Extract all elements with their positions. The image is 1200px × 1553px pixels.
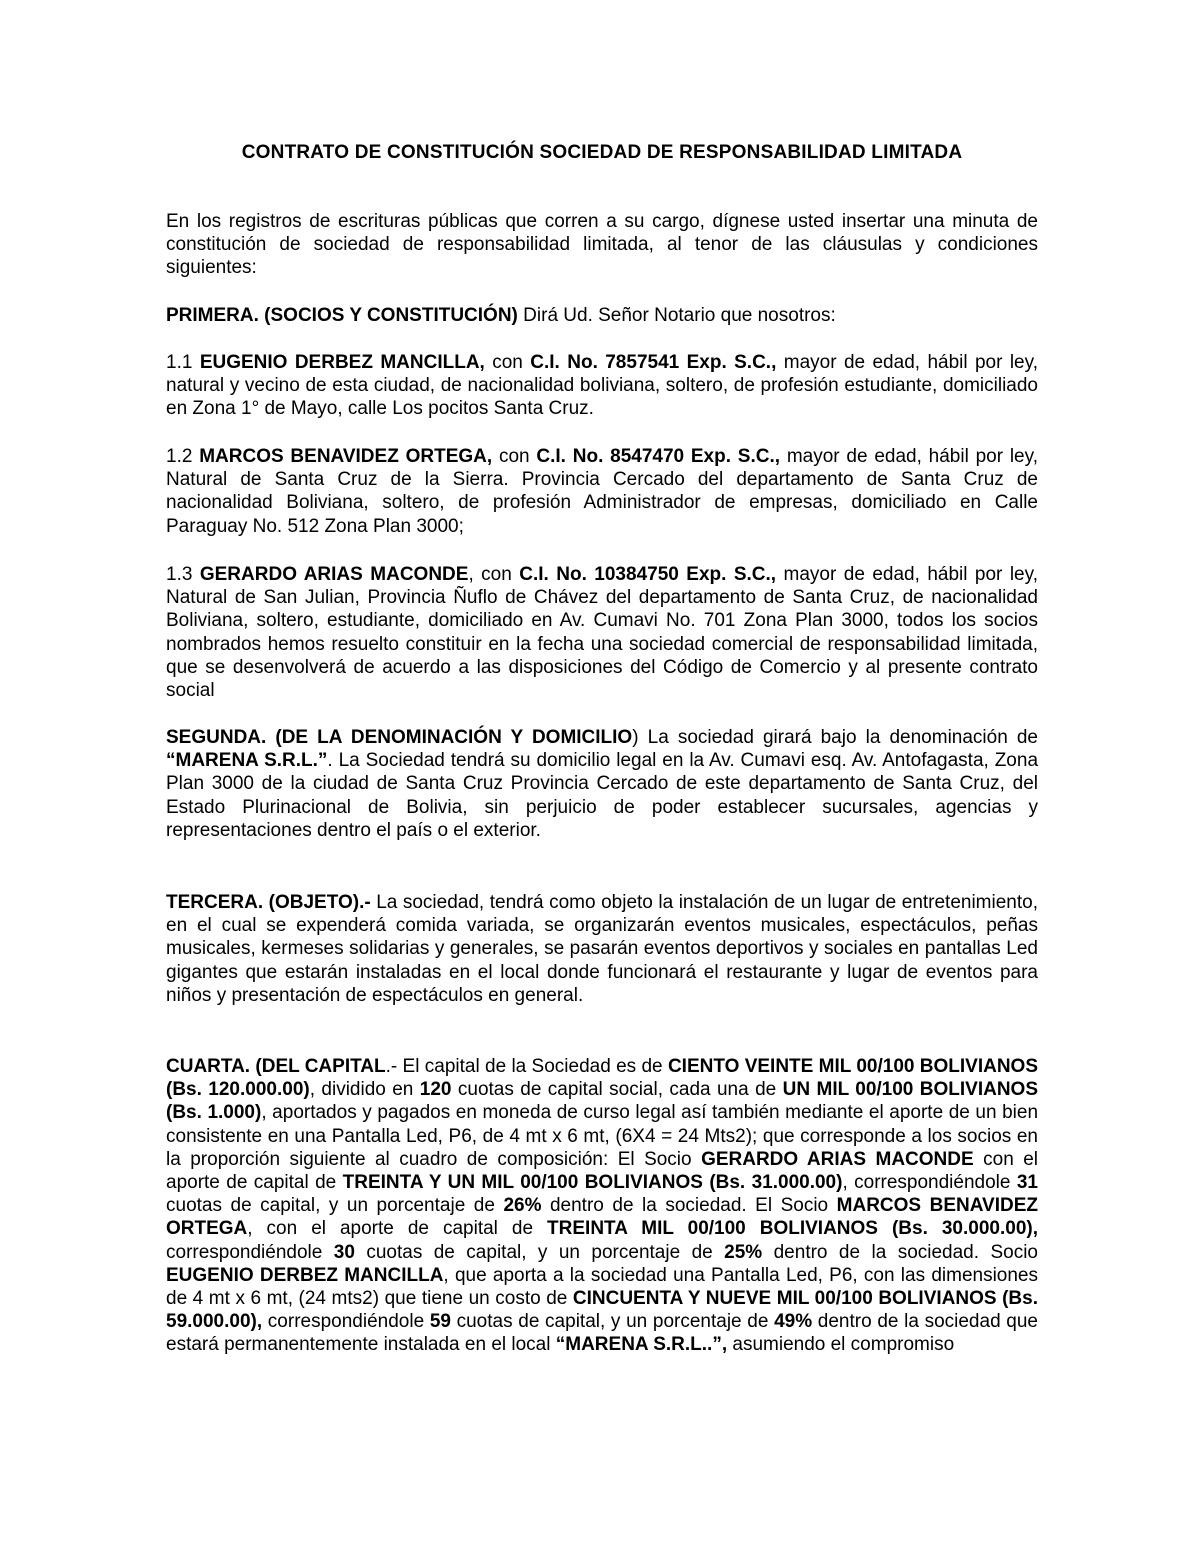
socio-name: EUGENIO DERBEZ MANCILLA	[166, 1264, 444, 1286]
socio-number: 1.1	[166, 352, 200, 373]
socio-details: mayor de edad, hábil por ley, natural y vecino de esta ciudad, de nacionalidad boliviana, soltero, de profesión estudiante, domiciliado en Zona 1° de Mayo, calle Los pocitos Santa Cruz.	[166, 352, 1038, 420]
clause-primera	[166, 304, 1038, 327]
intro-paragraph: En los registros de escrituras públicas que corren a su cargo, dígnese usted insertar una minuta de constitución de sociedad de responsabilidad limitada, al tenor de las cláusulas y condiciones siguientes:	[166, 211, 1038, 279]
socio-details: mayor de edad, hábil por ley, Natural de San Julian, Provincia Ñuflo de Chávez del departamento de Santa Cruz, de nacionalidad Boliviana, soltero, estudiante, domiciliado en Av. Cumavi No. 701 Zona Plan 3000, todos los socios nombrados hemos resuelto constituir en la fecha una sociedad comercial de responsabilidad limitada, que se desenvolverá de acuerdo a las disposiciones del Código de Comercio y al presente contrato social	[166, 564, 1038, 702]
clause-text: dentro de la sociedad. El Socio	[541, 1195, 837, 1217]
clause-text: , que aporta a la sociedad una Pantalla Led, P6, con las dimensiones de 4 mt x 6 mt, (24 mts2) que tiene un costo de	[166, 1264, 1039, 1310]
cuotas-count: 59	[429, 1311, 451, 1333]
clause-text: La sociedad, tendrá como objeto la instalación de un lugar de entretenimiento, en el cual se expenderá comida variada, se organizarán eventos musicales, espectáculos, peñas musicales, kermeses solidarias y generales, se pasarán eventos deportivos y sociales en pantallas Led gigantes que estarán instaladas en el local donde funcionará el restaurante y lugar de eventos para niños y presentación de espectáculos en general.	[166, 892, 1038, 1006]
clause-cuarta	[166, 1055, 1038, 1357]
socio-ci: C.I. No. 7857541 Exp. S.C.,	[530, 352, 777, 373]
clause-text: asumiendo el compromiso	[727, 1334, 955, 1356]
socio-name: MARCOS BENAVIDEZ ORTEGA	[166, 1195, 1038, 1240]
capital-total: CIENTO VEINTE MIL 00/100 BOLIVIANOS (Bs. 120.000.00)	[166, 1056, 1038, 1101]
socio-ci: C.I. No. 10384750 Exp. S.C.,	[519, 564, 777, 585]
company-name: “MARENA S.R.L..”,	[555, 1334, 728, 1356]
socio-name: GERARDO ARIAS MACONDE	[199, 564, 469, 585]
clause-text: , correspondiéndole	[842, 1172, 1017, 1194]
clause-tercera	[166, 891, 1038, 1007]
clause-heading: CUARTA. (DEL CAPITAL	[166, 1056, 386, 1077]
clause-text: cuotas de capital, y un porcentaje de	[354, 1241, 725, 1263]
clause-text: .- El capital de la Sociedad es de	[385, 1056, 668, 1077]
socio-name: EUGENIO DERBEZ MANCILLA,	[199, 352, 485, 373]
document-title: CONTRATO DE CONSTITUCIÓN SOCIEDAD DE RESPONSABILIDAD LIMITADA	[241, 142, 963, 163]
capital-amount: CINCUENTA Y NUEVE MIL 00/100 BOLIVIANOS (Bs. 59.000.00),	[166, 1288, 1038, 1333]
socio-name: MARCOS BENAVIDEZ ORTEGA,	[199, 446, 493, 467]
capital-amount: TREINTA MIL 00/100 BOLIVIANOS (Bs. 30.000.00),	[547, 1218, 1038, 1240]
clause-text: , dividido en	[309, 1079, 420, 1101]
clause-text: con el aporte de capital de	[166, 1148, 1039, 1194]
capital-amount: TREINTA Y UN MIL 00/100 BOLIVIANOS (Bs. 31.000.00)	[342, 1172, 843, 1194]
clause-heading: SEGUNDA. (DE LA DENOMINACIÓN Y DOMICILIO	[166, 727, 633, 748]
cuotas-total: 120	[419, 1079, 452, 1101]
clause-segunda	[166, 726, 1038, 842]
clause-text: . La Sociedad tendrá su domicilio legal en la Av. Cumavi esq. Av. Antofagasta, Zona Plan 3000 de la ciudad de Santa Cruz Provincia Cercado de este departamento de Santa Cruz, del Estado Plurinacional de Bolivia, sin perjuicio de poder establecer sucursales, agencias y representaciones dentro el país o el exterior.	[166, 750, 1039, 841]
percentage: 25%	[724, 1241, 763, 1263]
clause-text: cuotas de capital, y un porcentaje de	[450, 1311, 775, 1333]
percentage: 49%	[774, 1311, 813, 1333]
clause-text: dentro de la sociedad que estará permanentemente instalada en el local	[166, 1311, 1039, 1356]
clause-heading: TERCERA. (OBJETO).-	[166, 892, 371, 913]
socio-name: GERARDO ARIAS MACONDE	[701, 1148, 974, 1170]
socio-details: mayor de edad, hábil por ley, Natural de Santa Cruz de la Sierra. Provincia Cercado del departamento de Santa Cruz de nacionalidad Boliviana, soltero, de profesión Administrador de empresas, domiciliado en Calle Paraguay No. 512 Zona Plan 3000;	[166, 446, 1038, 537]
socio-number: 1.3	[166, 564, 200, 585]
connector-text: , con	[468, 564, 520, 585]
clause-text: Dirá Ud. Señor Notario que nosotros:	[517, 305, 836, 326]
clause-text: dentro de la sociedad. Socio	[762, 1241, 1038, 1263]
clause-text: correspondiéndole	[166, 1241, 334, 1263]
connector-text: con	[484, 352, 531, 373]
socio-ci: C.I. No. 8547470 Exp. S.C.,	[536, 446, 781, 467]
cuota-value: UN MIL 00/100 BOLIVIANOS (Bs. 1.000)	[166, 1079, 1039, 1124]
clause-text: , con el aporte de capital de	[247, 1218, 548, 1240]
connector-text: con	[492, 446, 537, 467]
clause-text: cuotas de capital, y un porcentaje de	[166, 1195, 504, 1217]
clause-text: correspondiéndole	[262, 1311, 430, 1333]
cuotas-count: 30	[333, 1241, 355, 1263]
socio-3-paragraph	[166, 563, 1038, 702]
clause-heading: PRIMERA. (SOCIOS Y CONSTITUCIÓN)	[166, 305, 518, 326]
percentage: 26%	[503, 1195, 542, 1217]
clause-text: cuotas de capital social, cada una de	[451, 1079, 783, 1101]
socio-number: 1.2	[166, 446, 200, 467]
cuotas-count: 31	[1016, 1172, 1038, 1194]
clause-text: ) La sociedad girará bajo la denominación de	[632, 727, 1038, 748]
clause-text: , aportados y pagados en moneda de curso legal así también mediante el aporte de un bien consistente en una Pantalla Led, P6, de 4 mt x 6 mt, (6X4 = 24 Mts2); que corresponde a los socios en la proporción siguiente al cuadro de composición: El Socio	[166, 1102, 1039, 1170]
company-name: “MARENA S.R.L.”	[166, 750, 328, 772]
socio-2-paragraph	[166, 445, 1038, 538]
socio-1-paragraph	[166, 351, 1038, 421]
